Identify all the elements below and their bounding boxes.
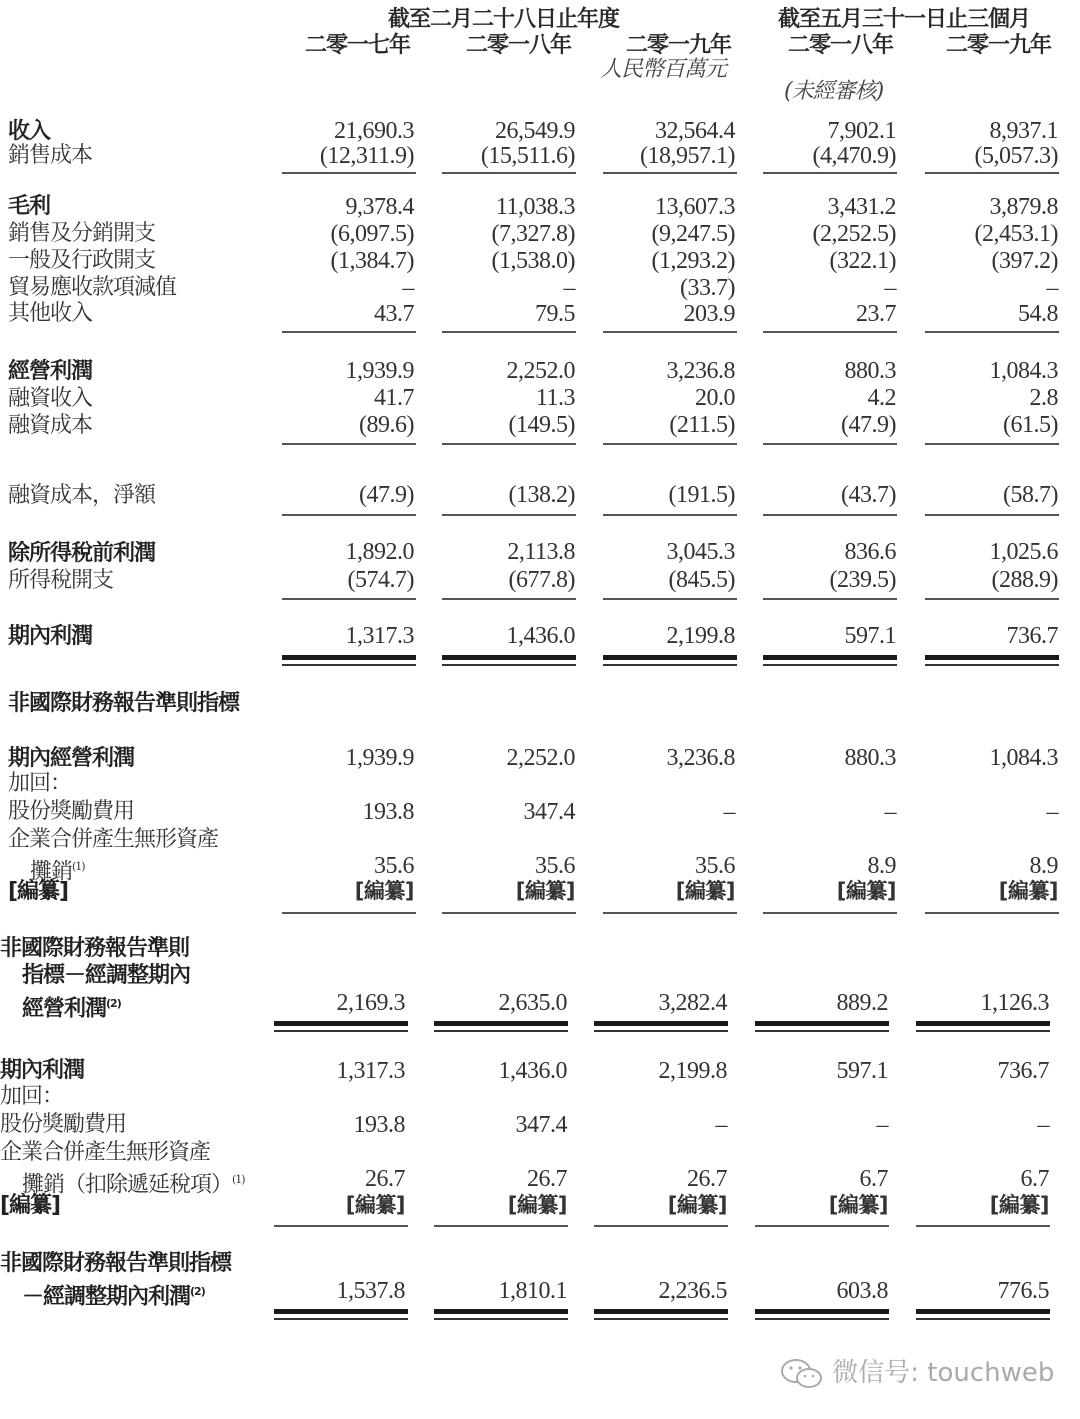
- value-cell: (43.7): [841, 482, 896, 508]
- single-underline: [442, 912, 576, 914]
- value-cell: 9,378.4: [345, 194, 414, 220]
- double-underline-thick: [442, 655, 576, 660]
- value-cell: (1,384.7): [330, 248, 414, 274]
- value-cell: (61.5): [1003, 412, 1058, 438]
- value-cell: 1,436.0: [498, 1058, 567, 1084]
- single-underline: [442, 443, 576, 445]
- value-cell: 3,879.8: [989, 194, 1058, 220]
- single-underline: [282, 598, 416, 600]
- value-cell: 26.7: [687, 1166, 727, 1192]
- value-cell: 2,199.8: [666, 623, 735, 649]
- value-cell: (574.7): [347, 567, 414, 593]
- value-cell: 11.3: [535, 385, 575, 411]
- value-cell: 1,025.6: [989, 539, 1058, 565]
- double-underline-thin: [916, 1030, 1050, 1032]
- single-underline: [925, 443, 1059, 445]
- single-underline: [442, 331, 576, 333]
- value-cell: 26.7: [365, 1166, 405, 1192]
- double-underline-thin: [755, 1030, 889, 1032]
- label-finance-income: 融資收入: [8, 386, 93, 411]
- value-cell: –: [1046, 799, 1058, 825]
- value-cell: 43.7: [374, 301, 414, 327]
- double-underline-thin: [755, 1318, 889, 1320]
- col-header-4: 二零一八年: [788, 33, 894, 58]
- value-cell: (9,247.5): [651, 221, 735, 247]
- value-cell: 2,113.8: [507, 539, 575, 565]
- label-cost-of-sales: 銷售成本: [8, 143, 93, 168]
- value-cell: 3,236.8: [666, 745, 735, 771]
- value-cell: 347.4: [515, 1112, 567, 1138]
- watermark-text: 微信号: touchweb: [832, 1358, 1055, 1388]
- double-underline-thin: [274, 1318, 408, 1320]
- header-full-year: 截至二月二十八日止年度: [388, 7, 620, 32]
- single-underline: [274, 1225, 408, 1227]
- label-op-amort-1: 企業合併產生無形資產: [8, 827, 219, 852]
- double-underline-thick: [594, 1021, 728, 1026]
- value-cell: (6,097.5): [330, 221, 414, 247]
- value-cell: (288.9): [991, 567, 1058, 593]
- value-cell: 1,317.3: [345, 623, 414, 649]
- value-cell: 11,038.3: [495, 194, 575, 220]
- value-cell: 6.7: [859, 1166, 888, 1192]
- single-underline: [763, 443, 897, 445]
- single-underline: [442, 598, 576, 600]
- single-underline: [603, 514, 737, 516]
- wechat-icon: [780, 1358, 832, 1388]
- value-cell: 2,635.0: [498, 990, 567, 1016]
- label-np-share-comp: 股份獎勵費用: [0, 1112, 127, 1137]
- value-cell: [編纂]: [828, 1193, 888, 1217]
- label-income-tax: 所得稅開支: [8, 568, 114, 593]
- value-cell: (2,252.5): [812, 221, 896, 247]
- label-op-title: 期內經營利潤: [8, 746, 135, 771]
- value-cell: 8.9: [867, 853, 896, 879]
- value-cell: 1,084.3: [989, 358, 1058, 384]
- value-cell: 2,236.5: [658, 1278, 727, 1304]
- single-underline: [916, 1225, 1050, 1227]
- label-op-adjusted-1: 非國際財務報告準則: [0, 936, 190, 961]
- value-cell: (47.9): [359, 482, 414, 508]
- label-op-adjusted-3: 經營利潤$^{(2)}$: [22, 996, 121, 1022]
- value-cell: (1,538.0): [491, 248, 575, 274]
- value-cell: [編纂]: [836, 879, 896, 903]
- watermark: [780, 1352, 1054, 1391]
- double-underline-thick: [274, 1021, 408, 1026]
- value-cell: (33.7): [680, 275, 735, 301]
- value-cell: –: [723, 799, 735, 825]
- value-cell: 597.1: [836, 1058, 888, 1084]
- value-cell: 736.7: [1006, 623, 1058, 649]
- value-cell: 1,084.3: [989, 745, 1058, 771]
- value-cell: 2,252.0: [506, 745, 575, 771]
- unaudited-note: (未經審核): [784, 79, 884, 104]
- value-cell: [編纂]: [989, 1193, 1049, 1217]
- single-underline: [763, 172, 897, 174]
- value-cell: 880.3: [844, 358, 896, 384]
- label-profit-before-tax: 除所得稅前利潤: [8, 541, 156, 566]
- value-cell: 32,564.4: [655, 118, 735, 144]
- value-cell: 13,607.3: [655, 194, 735, 220]
- single-underline: [925, 598, 1059, 600]
- single-underline: [763, 598, 897, 600]
- col-header-2: 二零一八年: [466, 33, 572, 58]
- value-cell: 1,126.3: [980, 990, 1049, 1016]
- value-cell: (845.5): [668, 567, 735, 593]
- value-cell: 26.7: [527, 1166, 567, 1192]
- double-underline-thick: [282, 655, 416, 660]
- value-cell: (138.2): [508, 482, 575, 508]
- label-revenue: 收入: [8, 119, 51, 144]
- double-underline-thin: [434, 1030, 568, 1032]
- value-cell: (677.8): [508, 567, 575, 593]
- value-cell: 1,436.0: [506, 623, 575, 649]
- value-cell: –: [1037, 1112, 1049, 1138]
- single-underline: [925, 172, 1059, 174]
- value-cell: [編纂]: [675, 879, 735, 903]
- label-np-title: 期內利潤: [0, 1058, 85, 1083]
- value-cell: (397.2): [991, 248, 1058, 274]
- value-cell: 26,549.9: [495, 118, 575, 144]
- label-other-income: 其他收入: [8, 301, 93, 326]
- value-cell: 3,236.8: [666, 358, 735, 384]
- double-underline-thin: [603, 664, 737, 666]
- value-cell: (15,511.6): [480, 143, 575, 169]
- value-cell: (4,470.9): [812, 143, 896, 169]
- value-cell: 2,169.3: [336, 990, 405, 1016]
- value-cell: (191.5): [668, 482, 735, 508]
- double-underline-thick: [755, 1021, 889, 1026]
- value-cell: 193.8: [353, 1112, 405, 1138]
- value-cell: (89.6): [359, 412, 414, 438]
- header-three-months: 截至五月三十一日止三個月: [778, 7, 1031, 32]
- value-cell: 1,939.9: [345, 745, 414, 771]
- single-underline: [763, 331, 897, 333]
- value-cell: 776.5: [997, 1278, 1049, 1304]
- label-op-add-back: 加回：: [8, 771, 72, 796]
- value-cell: –: [876, 1112, 888, 1138]
- value-cell: 54.8: [1018, 301, 1058, 327]
- single-underline: [603, 443, 737, 445]
- label-np-amort-1: 企業合併產生無形資產: [0, 1140, 211, 1165]
- currency-unit: 人民幣百萬元: [600, 57, 727, 82]
- double-underline-thin: [594, 1318, 728, 1320]
- single-underline: [925, 514, 1059, 516]
- col-header-3: 二零一九年: [626, 33, 732, 58]
- value-cell: [編纂]: [507, 1193, 567, 1217]
- double-underline-thick: [916, 1309, 1050, 1314]
- double-underline-thin: [274, 1030, 408, 1032]
- value-cell: 880.3: [844, 745, 896, 771]
- value-cell: 736.7: [997, 1058, 1049, 1084]
- value-cell: 23.7: [856, 301, 896, 327]
- value-cell: [編纂]: [354, 879, 414, 903]
- single-underline: [925, 912, 1059, 914]
- value-cell: 35.6: [374, 853, 414, 879]
- value-cell: 347.4: [523, 799, 575, 825]
- value-cell: (7,327.8): [491, 221, 575, 247]
- value-cell: (58.7): [1003, 482, 1058, 508]
- value-cell: 2.8: [1029, 385, 1058, 411]
- value-cell: 203.9: [683, 301, 735, 327]
- single-underline: [603, 172, 737, 174]
- value-cell: –: [402, 275, 414, 301]
- value-cell: –: [715, 1112, 727, 1138]
- label-np-amort-2: 攤銷（扣除遞延稅項）$^{(1)}$: [22, 1172, 245, 1198]
- value-cell: 3,282.4: [658, 990, 727, 1016]
- value-cell: 20.0: [695, 385, 735, 411]
- value-cell: [編纂]: [345, 1193, 405, 1217]
- single-underline: [282, 514, 416, 516]
- value-cell: 2,252.0: [506, 358, 575, 384]
- double-underline-thin: [434, 1318, 568, 1320]
- single-underline: [603, 598, 737, 600]
- label-profit-for-period: 期內利潤: [8, 624, 93, 649]
- value-cell: (211.5): [669, 412, 735, 438]
- value-cell: 79.5: [535, 301, 575, 327]
- double-underline-thick: [274, 1309, 408, 1314]
- double-underline-thick: [763, 655, 897, 660]
- value-cell: (47.9): [841, 412, 896, 438]
- label-op-amort-2: 攤銷$^{(1)}$: [30, 859, 85, 885]
- value-cell: (322.1): [829, 248, 896, 274]
- single-underline: [594, 1225, 728, 1227]
- label-np-adjusted-1: 非國際財務報告準則指標: [0, 1251, 232, 1276]
- value-cell: 6.7: [1020, 1166, 1049, 1192]
- col-header-5: 二零一九年: [946, 33, 1052, 58]
- value-cell: 41.7: [374, 385, 414, 411]
- label-operating-profit: 經營利潤: [8, 359, 93, 384]
- value-cell: 836.6: [844, 539, 896, 565]
- value-cell: (5,057.3): [974, 143, 1058, 169]
- label-impairment: 貿易應收款項減值: [8, 275, 177, 300]
- double-underline-thin: [916, 1318, 1050, 1320]
- value-cell: 21,690.3: [334, 118, 414, 144]
- non-ifrs-section-title: 非國際財務報告準則指標: [8, 691, 240, 716]
- value-cell: 3,045.3: [666, 539, 735, 565]
- value-cell: 1,892.0: [345, 539, 414, 565]
- double-underline-thin: [282, 664, 416, 666]
- double-underline-thick: [755, 1309, 889, 1314]
- double-underline-thick: [434, 1021, 568, 1026]
- value-cell: 193.8: [362, 799, 414, 825]
- single-underline: [603, 331, 737, 333]
- value-cell: (18,957.1): [640, 143, 735, 169]
- value-cell: [編纂]: [667, 1193, 727, 1217]
- single-underline: [763, 514, 897, 516]
- value-cell: [編纂]: [515, 879, 575, 903]
- label-gross-profit: 毛利: [8, 194, 51, 219]
- label-finance-costs: 融資成本: [8, 413, 93, 438]
- value-cell: 4.2: [867, 385, 896, 411]
- label-finance-costs-net: 融資成本，淨額: [8, 483, 156, 508]
- label-np-add-back: 加回：: [0, 1084, 64, 1109]
- value-cell: (1,293.2): [651, 248, 735, 274]
- value-cell: 7,902.1: [827, 118, 896, 144]
- value-cell: 597.1: [844, 623, 896, 649]
- double-underline-thick: [925, 655, 1059, 660]
- label-op-redacted: [編纂]: [8, 879, 69, 904]
- single-underline: [282, 443, 416, 445]
- value-cell: –: [884, 799, 896, 825]
- single-underline: [763, 912, 897, 914]
- double-underline-thin: [925, 664, 1059, 666]
- col-header-1: 二零一七年: [305, 33, 411, 58]
- double-underline-thin: [763, 664, 897, 666]
- value-cell: 35.6: [535, 853, 575, 879]
- value-cell: 2,199.8: [658, 1058, 727, 1084]
- double-underline-thin: [594, 1030, 728, 1032]
- value-cell: 1,810.1: [498, 1278, 567, 1304]
- value-cell: –: [563, 275, 575, 301]
- value-cell: –: [1046, 275, 1058, 301]
- value-cell: –: [884, 275, 896, 301]
- single-underline: [434, 1225, 568, 1227]
- single-underline: [282, 331, 416, 333]
- value-cell: [編纂]: [998, 879, 1058, 903]
- value-cell: 1,317.3: [336, 1058, 405, 1084]
- double-underline-thick: [916, 1021, 1050, 1026]
- single-underline: [925, 331, 1059, 333]
- label-np-redacted: [編纂]: [0, 1193, 61, 1218]
- value-cell: 889.2: [836, 990, 888, 1016]
- value-cell: 603.8: [836, 1278, 888, 1304]
- label-op-adjusted-2: 指標－經調整期內: [22, 963, 191, 988]
- value-cell: (149.5): [508, 412, 575, 438]
- single-underline: [442, 514, 576, 516]
- value-cell: 8,937.1: [989, 118, 1058, 144]
- single-underline: [282, 912, 416, 914]
- label-selling-expenses: 銷售及分銷開支: [8, 221, 156, 246]
- double-underline-thick: [594, 1309, 728, 1314]
- double-underline-thick: [603, 655, 737, 660]
- value-cell: 35.6: [695, 853, 735, 879]
- value-cell: 3,431.2: [827, 194, 896, 220]
- double-underline-thin: [442, 664, 576, 666]
- value-cell: 8.9: [1029, 853, 1058, 879]
- label-np-adjusted-2: －經調整期內利潤$^{(2)}$: [22, 1284, 205, 1310]
- label-admin-expenses: 一般及行政開支: [8, 248, 156, 273]
- value-cell: 1,939.9: [345, 358, 414, 384]
- value-cell: 1,537.8: [336, 1278, 405, 1304]
- single-underline: [442, 172, 576, 174]
- single-underline: [603, 912, 737, 914]
- double-underline-thick: [434, 1309, 568, 1314]
- label-op-share-comp: 股份獎勵費用: [8, 799, 135, 824]
- value-cell: (2,453.1): [974, 221, 1058, 247]
- single-underline: [755, 1225, 889, 1227]
- value-cell: (239.5): [829, 567, 896, 593]
- value-cell: (12,311.9): [319, 143, 414, 169]
- single-underline: [282, 172, 416, 174]
